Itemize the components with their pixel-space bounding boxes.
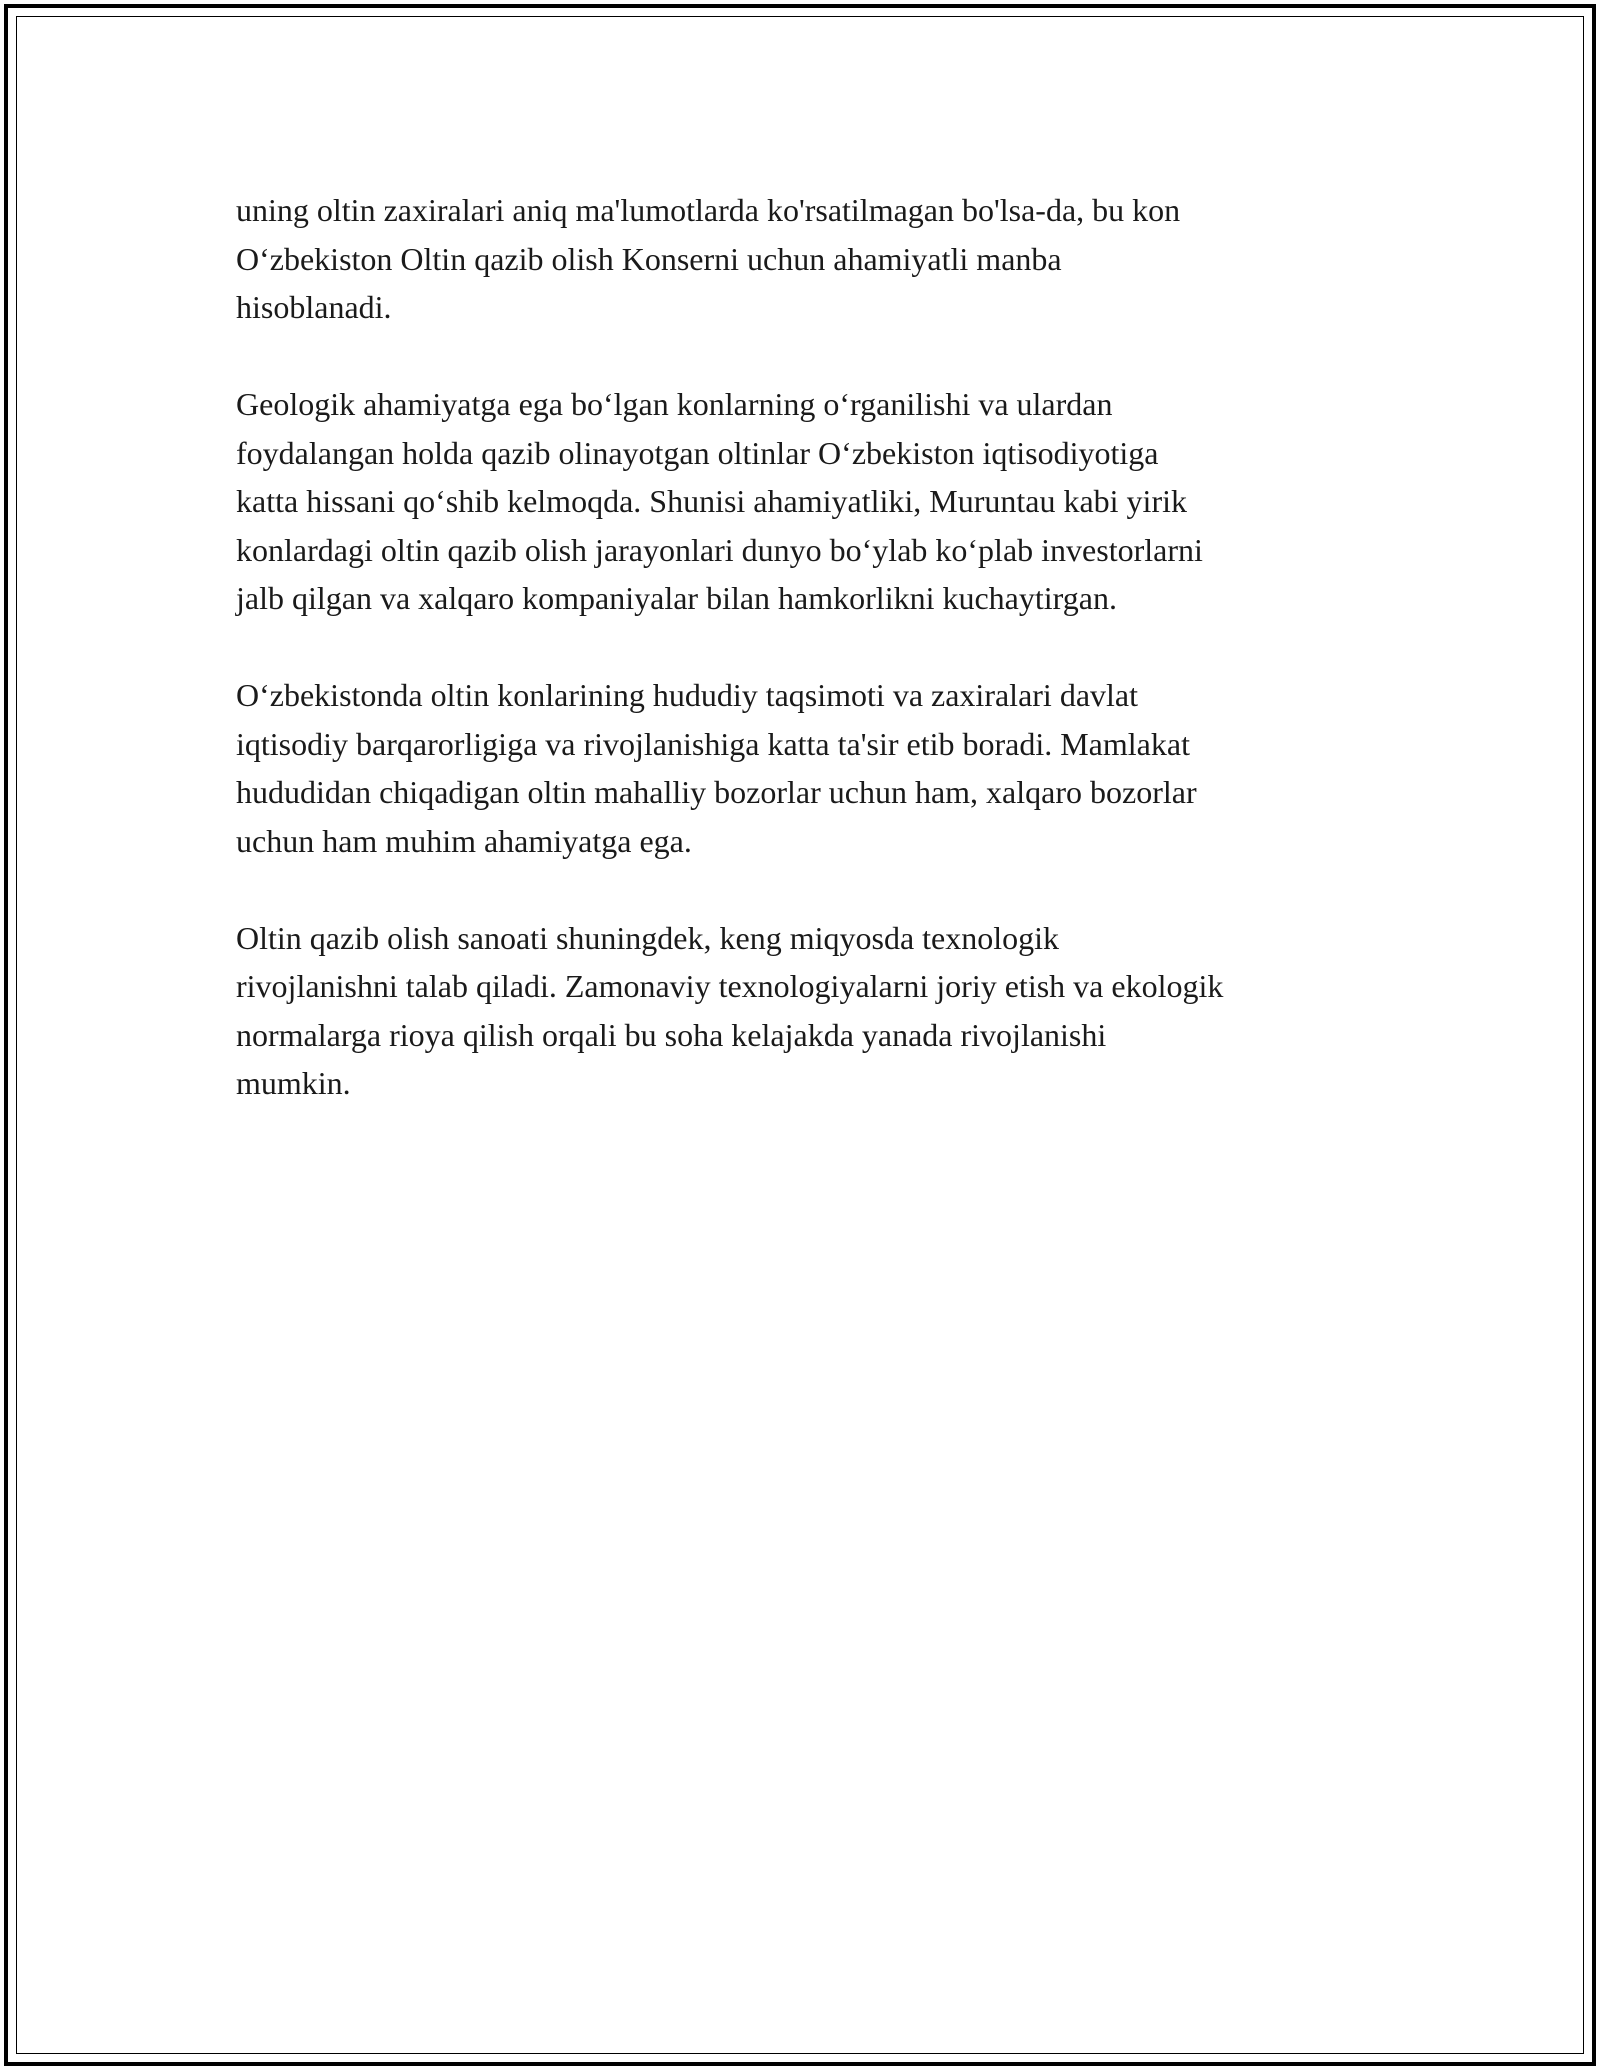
paragraph-line: katta hissani qo‘shib kelmoqda. Shunisi ahamiyatliki, Muruntau kabi yirik [236,483,1187,519]
paragraph-line: konlardagi oltin qazib olish jarayonlari dunyo bo‘ylab ko‘plab investorlarni [236,531,1203,568]
paragraph-line: mumkin. [236,1065,351,1101]
paragraph-4 [236,914,1386,1108]
paragraph-line: uchun ham muhim ahamiyatga ega. [236,822,692,859]
document-body [236,186,1386,1156]
paragraph-2 [236,380,1386,623]
paragraph-line: hududidan chiqadigan oltin mahalliy bozorlar uchun ham, xalqaro bozorlar [236,774,1197,810]
paragraph-1 [236,186,1386,332]
paragraph-line: jalb qilgan va xalqaro kompaniyalar bilan hamkorlikni kuchaytirgan. [236,580,1117,616]
paragraph-line: uning oltin zaxiralari aniq ma'lumotlarda ko'rsatilmagan bo'lsa-da, bu kon [236,192,1181,228]
paragraph-line: foydalangan holda qazib olinayotgan oltinlar O‘zbekiston iqtisodiyotiga [236,434,1159,471]
paragraph-line: iqtisodiy barqarorligiga va rivojlanishiga katta ta'sir etib boradi. Mamlakat [236,725,1190,762]
paragraph-line: O‘zbekistonda oltin konlarining hududiy taqsimoti va zaxiralari davlat [236,677,1138,713]
paragraph-line: hisoblanadi. [236,289,392,325]
paragraph-3 [236,671,1386,865]
paragraph-line: normalarga rioya qilish orqali bu soha kelajakda yanada rivojlanishi [236,1016,1107,1053]
paragraph-line: Geologik ahamiyatga ega bo‘lgan konlarning o‘rganilishi va ulardan [236,386,1113,422]
paragraph-line: Oltin qazib olish sanoati shuningdek, keng miqyosda texnologik [236,919,1060,956]
paragraph-line: rivojlanishni talab qiladi. Zamonaviy texnologiyalarni joriy etish va ekologik [236,968,1224,1004]
paragraph-line: O‘zbekiston Oltin qazib olish Konserni uchun ahamiyatli manba [236,240,1062,277]
